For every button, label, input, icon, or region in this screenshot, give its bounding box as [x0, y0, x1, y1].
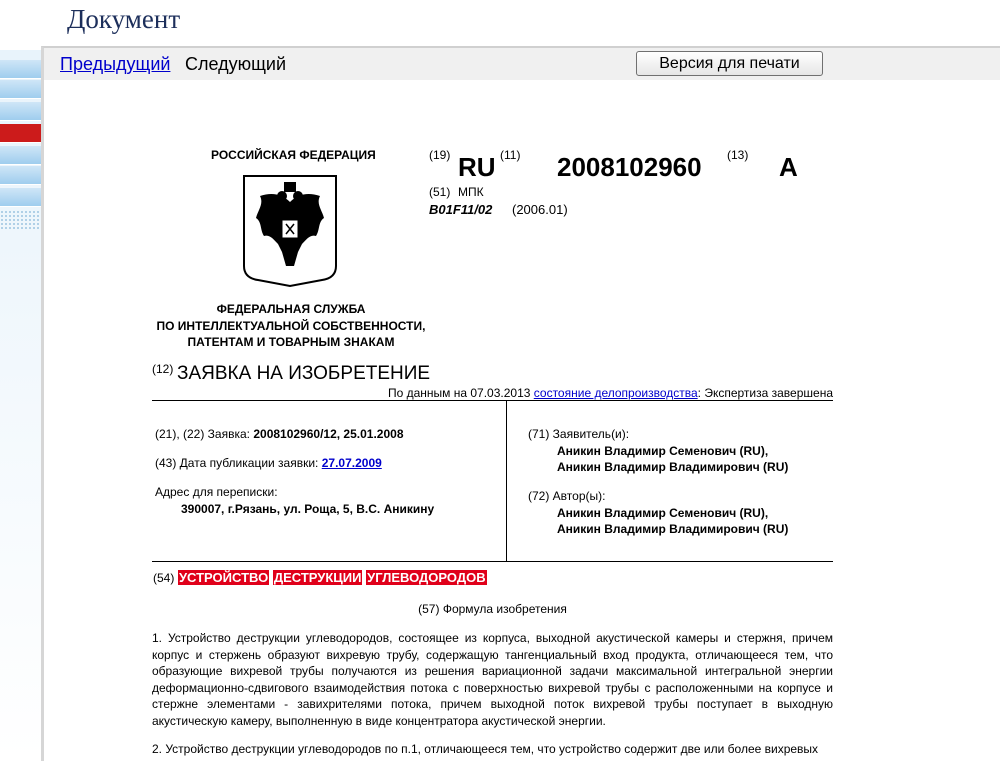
address-label: Адрес для переписки:	[155, 485, 278, 499]
status-suffix: : Экспертиза завершена	[697, 386, 833, 400]
title-word-3: УГЛЕВОДОРОДОВ	[367, 570, 486, 585]
invention-title	[153, 570, 487, 585]
author-2: Аникин Владимир Владимирович (RU)	[557, 522, 789, 536]
country-code: RU	[458, 152, 496, 182]
status-line	[152, 386, 833, 400]
sidebar-tab[interactable]	[0, 60, 41, 79]
previous-link[interactable]: Предыдущий	[60, 54, 171, 74]
sidebar-tab[interactable]	[0, 146, 41, 165]
agency-line-3: ПАТЕНТАМ И ТОВАРНЫМ ЗНАКАМ	[187, 335, 395, 349]
code-12: (12)	[152, 362, 174, 376]
code-51: (51)	[429, 185, 451, 199]
divider	[152, 400, 833, 401]
ipc-class: B01F11/02	[429, 202, 493, 217]
divider	[152, 561, 833, 562]
title-word-2: ДЕСТРУКЦИИ	[273, 570, 362, 585]
status-prefix: По данным на 07.03.2013	[387, 386, 531, 400]
sidebar-tab[interactable]	[0, 166, 41, 185]
print-version-button[interactable]: Версия для печати	[636, 51, 823, 76]
ipc-version: (2006.01)	[512, 202, 568, 217]
publication-label: (43) Дата публикации заявки:	[155, 456, 319, 470]
status-link[interactable]: состояние делопроизводства	[533, 386, 698, 400]
publication-field	[155, 456, 382, 470]
title-word-1: УСТРОЙСТВО	[178, 570, 269, 585]
document-number: 2008102960	[557, 152, 702, 182]
agency-line-2: ПО ИНТЕЛЛЕКТУАЛЬНОЙ СОБСТВЕННОСТИ,	[156, 318, 426, 333]
application-value: 2008102960/12, 25.01.2008	[253, 427, 404, 441]
kind-code: A	[779, 152, 798, 182]
author-1: Аникин Владимир Семенович (RU),	[557, 506, 769, 520]
country-name: РОССИЙСКАЯ ФЕДЕРАЦИЯ	[211, 148, 376, 162]
code-19: (19)	[429, 148, 451, 162]
sidebar-tab[interactable]	[0, 188, 41, 207]
code-54: (54)	[153, 571, 175, 585]
coat-of-arms-icon	[242, 174, 338, 288]
sidebar	[0, 50, 41, 761]
agency-line-1: ФЕДЕРАЛЬНАЯ СЛУЖБА	[216, 302, 366, 316]
mpk-label: МПК	[458, 185, 484, 199]
applicant-label: (71) Заявитель(и):	[528, 427, 630, 441]
code-13: (13)	[727, 148, 749, 162]
sidebar-tab[interactable]	[0, 80, 41, 99]
column-divider	[506, 401, 507, 561]
sidebar-tab[interactable]	[0, 102, 41, 121]
claim-1: 1. Устройство деструкции углеводородов, состоящее из корпуса, выходной акустической камеры и стержня, причем корпус и стержень образуют вихревую трубу, содержащую тангенциальный вход продукта, отличающееся тем, что образующие вихревой трубы получаются из решения вариационной задачи максимальной интегральной энергии деформационно-сдвигового взаимодействия потока с поверхностью вихревой трубы с расположенными на корпусе и стержне элементами - завихрителями потока, причем выходной поток вихревой трубы поступает в выходную акустическую камеру, выполненную в виде концентратора акустической энергии.	[152, 631, 833, 728]
address-value: 390007, г.Рязань, ул. Роща, 5, В.С. Аникину	[181, 502, 435, 516]
next-label: Следующий	[185, 54, 287, 74]
application-label: (21), (22) Заявка:	[155, 427, 250, 441]
claims-heading: (57) Формула изобретения	[418, 602, 567, 616]
code-11: (11)	[500, 148, 521, 162]
page-title: Документ	[67, 4, 181, 34]
author-label: (72) Автор(ы):	[528, 489, 606, 503]
sidebar-tab-active[interactable]	[0, 124, 41, 143]
applicant-1: Аникин Владимир Семенович (RU),	[557, 444, 769, 458]
document-type: ЗАЯВКА НА ИЗОБРЕТЕНИЕ	[177, 363, 431, 384]
application-field	[155, 427, 404, 441]
applicant-2: Аникин Владимир Владимирович (RU)	[557, 460, 789, 474]
sidebar-pattern	[0, 210, 41, 230]
publication-date-link[interactable]: 27.07.2009	[321, 456, 382, 470]
claim-2: 2. Устройство деструкции углеводородов по п.1, отличающееся тем, что устройство содержит две или более вихревых	[152, 742, 819, 756]
